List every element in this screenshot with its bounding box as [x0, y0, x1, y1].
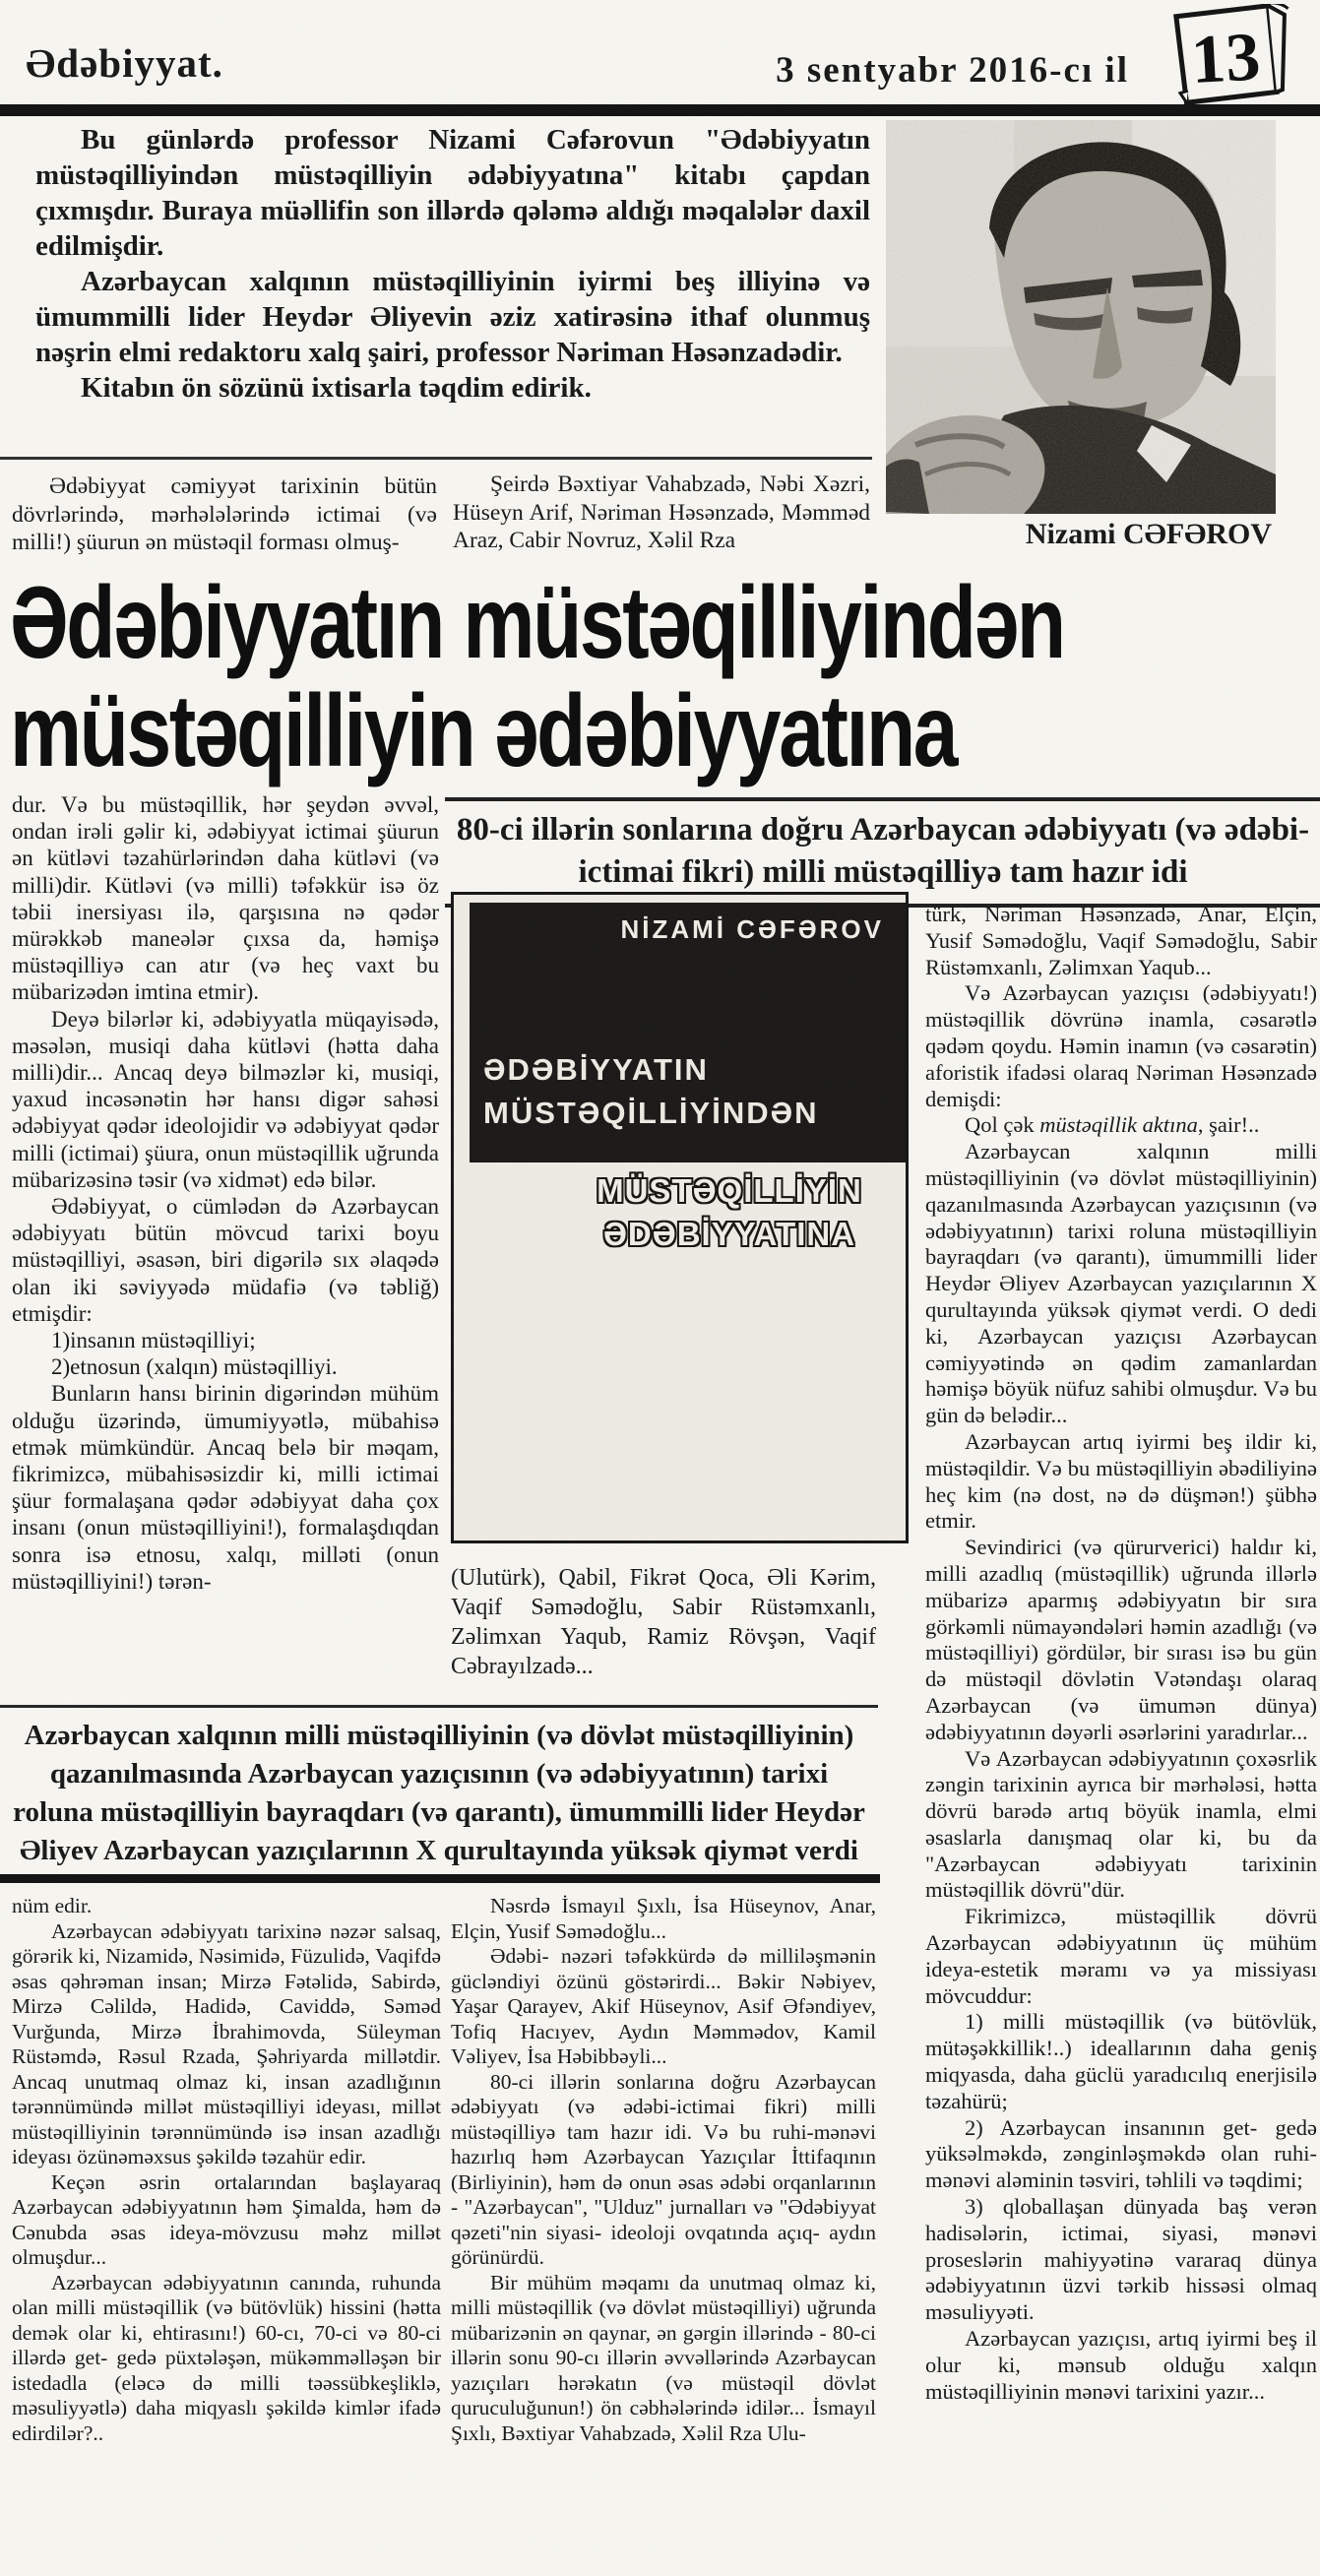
deck-subhead: 80-ci illərin sonlarına doğru Azərbaycan ədəbiyyatı (və ədəbi-ictimai fikri) milli müstəqilliyə tam hazır idi — [445, 797, 1320, 908]
body-paragraph: Azərbaycan ədəbiyyatı tarixinə nəzər salsaq, görərik ki, Nizamidə, Nəsimidə, Füzulidə, Vaqifdə əsas qəhrəman insan; Mirzə Fətəlidə, Sabirdə, Mirzə Cəlildə, Hadidə, Caviddə, Səməd Vurğunda, Mirzə İbrahimovda, Süleyman Rüstəmdə, Rəsul Rzada, Şəhriyarda millətdir. Ancaq unutmaq olmaz ki, insan azadlığının tərənnümündə millət müstəqilliyi ideyası, millət müstəqilliyinin tərənnümündə isə insan azadlığı ideyası özünəməxsus şəkildə təzahür edir. — [12, 1918, 441, 2168]
page-number-icon — [1164, 4, 1292, 106]
pull-quote: Azərbaycan xalqının milli müstəqilliyinin (və dövlət müstəqilliyinin) qazanılmasında Azərbaycan yazıçısının (və ədəbiyyatının) tarixi roluna müstəqilliyin bayraqdarı (və qarantı), ümummilli lider Heydər Əliyev Azərbaycan yazıçılarının X qurultayında yüksək qiymət verdi — [13, 1720, 865, 1866]
body-list-item: 1) milli müstəqillik (və bütövlük, mütəşəkkillik!..) ideallarının daha geniş miqyasda, daha güclü yaradıcılıq enerjisilə təzahürü; — [925, 2009, 1317, 2113]
verse-post: , şair!.. — [1197, 1112, 1260, 1138]
body-paragraph: Və Azərbaycan ədəbiyyatının çoxəsrlik zəngin tarixinin ayrıca bir mərhələsi, hətta dövrü barədə artıq böyük inamla, elmi əsaslarla danışmaq olar ki, bu da "Azərbaycan ədəbiyyatı tarixinin müstəqillik dövrü"dür. — [925, 1745, 1317, 1903]
verse-pre: Qol çək — [965, 1112, 1040, 1138]
cover-title-line: ƏDƏBİYYATINA — [602, 1216, 856, 1252]
body-paragraph: Azərbaycan ədəbiyyatının canında, ruhunda olan milli müstəqillik (və bütövlük) hissini (hətta demək olar ki, ehtirasını!) 60-cı, 70-ci və 80-ci illərdə get- gedə püxtələşən, mükəmməlləşən bir istedadla (eləcə də milli təəssübkeşliklə, məsuliyyətlə) daha miqyaslı şəkildə kimlər ifadə edirdilər?.. — [12, 2270, 441, 2445]
cover-title-line: MÜSTƏQİLLİYİNDƏN — [483, 1096, 819, 1130]
body-paragraph: dur. Və bu müstəqillik, hər şeydən əvvəl, ondan irəli gəlir ki, ədəbiyyat ictimai şüurun ən kütləvi təzahürlərindən daha kütləvi (və milli)dir. Kütləvi (və milli) təfəkkür isə öz təbii inersiyası ilə, qarşısına nə qədər mürəkkəb maneələr çıxsa da, həmişə müstəqilliyə can atır (və heç vaxt bu mübarizədən imtina etmir). — [12, 792, 439, 1005]
masthead-date: 3 sentyabr 2016-cı il — [776, 50, 1129, 91]
page-number: 13 — [1189, 19, 1263, 98]
intro-paragraph: Azərbaycan xalqının müstəqilliyinin iyirmi beş illiyinə və ümummilli lider Heydər Əliyevin əziz xatirəsinə ithaf olunmuş nəşrin elmi redaktoru xalq şairi, professor Nəriman Həsənzadədir. — [35, 266, 870, 368]
book-cover-photo — [451, 892, 909, 1543]
body-paragraph: Azərbaycan artıq iyirmi beş ildir ki, müstəqildir. Və bu müstəqilliyin əbədiliyinə heç kim (nə dost, nə də düşmən!) şübhə etmir. — [925, 1428, 1317, 1534]
cover-author: NİZAMİ CƏFƏROV — [620, 914, 884, 944]
portrait-photo — [886, 120, 1276, 514]
teaser-paragraph: Şeirdə Bəxtiyar Vahabzadə, Nəbi Xəzri, Hüseyn Arif, Nəriman Həsənzadə, Məmməd Araz, Cabir Novruz, Xəlil Rza — [453, 471, 870, 553]
article-headline — [10, 565, 1320, 791]
cover-caption — [451, 1563, 876, 1681]
portrait-caption: Nizami CƏFƏROV — [1025, 518, 1272, 550]
inline-verse-quote — [925, 1112, 1317, 1139]
masthead-section-title: Ədəbiyyat. — [26, 40, 223, 86]
body-paragraph: nüm edir. — [12, 1894, 93, 1917]
body-paragraph: Bunların hansı birinin digərindən mühüm olduğu üzərində, ümumiyyətlə, mübahisə etmək mümkündür. Ancaq belə bir məqam, fikrimizcə, mübahisəsizdir ki, milli ictimai şüur formalaşana qədər ədəbiyyat daha çox insanı (onun müstəqilliyini!), formalaşdıqdan sonra isə etnosu, xalqı, milləti (onun müstəqilliyini!) tərən- — [12, 1381, 439, 1594]
body-paragraph: Ədəbi- nəzəri təfəkkürdə də milliləşmənin gücləndiyi özünü göstərirdi... Bəkir Nəbiyev, Yaşar Qarayev, Akif Hüseynov, Asif Əfəndiyev, Tofiq Hacıyev, Aydın Məmmədov, Kamil Vəliyev, İsa Həbibbəyli... — [451, 1944, 876, 2068]
body-paragraph: Azərbaycan yazıçısı, artıq iyirmi beş il olur ki, mənsub olduğu xalqın müstəqilliyinin mənəvi tarixini yazır... — [925, 2326, 1317, 2404]
body-paragraph: Keçən əsrin ortalarından başlayaraq Azərbaycan ədəbiyyatının həm Şimalda, həm də Cənubda əsas ideya-mövzusu məhz millət olmuşdur... — [12, 2169, 441, 2269]
teaser-paragraph: Ədəbiyyat cəmiyyət tarixinin bütün dövrlərində, mərhələlərində ictimai (və milli!) şüurun ən müstəqil forması olmuş- — [12, 473, 437, 555]
body-paragraph: Deyə bilərlər ki, ədəbiyyatla müqayisədə, məsələn, musiqi daha kütləvi (hətta daha milli)dir... Ancaq deyə bilməzlər ki, musiqi, yaxud incəsənətin hər hansı digər sahəsi ədəbiyyat qədər ideolojidir və ədəbiyyat qədər milli (ictimai) şüura, onun müstəqillik uğrunda mübarizəsinə təsir (və xidmət) edə bilər. — [12, 1006, 439, 1192]
body-paragraph: Nəsrdə İsmayıl Şıxlı, İsa Hüseynov, Anar, Elçin, Yusif Səmədoğlu... — [451, 1894, 876, 1943]
intro-divider-rule — [0, 457, 872, 460]
intro-paragraph: Bu günlərdə professor Nizami Cəfərovun "Ədəbiyyatın müstəqilliyindən müstəqilliyin ədəbiyyatına" kitabı çapdan çıxmışdır. Buraya müəllifin son illərdə qələmə aldığı məqalələr daxil edilmişdir. — [35, 124, 870, 262]
cover-caption-text: (Ulutürk), Qabil, Fikrət Qoca, Əli Kərim, Vaqif Səmədoğlu, Sabir Rüstəmxanlı, Zəlimxan Yaqub, Ramiz Rövşən, Vaqif Cəbrayılzadə... — [451, 1565, 876, 1679]
body-list-item: 1)insanın müstəqilliyi; — [51, 1328, 256, 1353]
bottom-column-2 — [451, 1894, 876, 2573]
body-paragraph: Sevindirici (və qürurverici) haldır ki, milli azadlıq (müstəqillik) uğrunda illərlə mübarizə aparmış ədəbiyyatın bir sıra görkəmli nümayəndələri həmin azadlığı (və müstəqilliyi) gördülər, bir sırası isə bu gün də müstəqil dövlətin Vətəndaşı olaraq Azərbaycan (və ümumən dünya) ədəbiyyatının dəyərli əsərlərini yaradırlar... — [925, 1535, 1317, 1744]
headline-line-1: Ədəbiyyatın müstəqilliyindən — [10, 566, 1064, 680]
body-list-item: 2) Azərbaycan insanının get- gedə yüksəlməkdə, zənginləşməkdə olan ruhi-mənəvi aləminin təsviri, təhlili və təqdimi; — [925, 2114, 1317, 2193]
cover-title-line: ƏDƏBİYYATIN — [483, 1052, 709, 1087]
article-column-left — [12, 791, 439, 1703]
verse-italic: müstəqillik aktına — [1039, 1112, 1198, 1138]
body-paragraph: 80-ci illərin sonlarına doğru Azərbaycan ədəbiyyatı (və ədəbi-ictimai fikri) milli müstəqilliyə tam hazır idi. Və bu ruhi-mənəvi hazırlıq həm Azərbaycan Yazıçılar İttifaqının (Birliyinin), həm də onun əsas ədəbi orqanlarının - "Azərbaycan", "Ulduz" jurnalları və "Ədəbiyyat qəzeti"nin siyasi- ideoloji ovqatında açıq- aydın görünürdü. — [451, 2069, 876, 2269]
article-column-right — [925, 902, 1317, 2571]
intro-paragraph: Kitabın ön sözünü ixtisarla təqdim edirik. — [81, 372, 592, 404]
body-paragraph: Fikrimizcə, müstəqillik dövrü Azərbaycan ədəbiyyatının üç mühüm ideya-estetik məramı və ya missiyası mövcuddur: — [925, 1904, 1317, 2008]
headline-line-2: müstəqilliyin ədəbiyyatına — [10, 674, 957, 788]
masthead-rule — [0, 104, 1320, 116]
cover-title-line: MÜSTƏQİLLİYİN — [597, 1172, 862, 1209]
body-list-item: 3) qloballaşan dünyada baş verən hadisələrin, ictimai, siyasi, mənəvi proseslərin mahiyyətinə vararaq dünya ədəbiyyatının üzvi tərkib hissəsi olmaq məsuliyyəti. — [925, 2194, 1317, 2325]
body-paragraph: Ədəbiyyat, o cümlədən də Azərbaycan ədəbiyyatı bütün mövcud tarixi boyu müstəqilliyi, əsasən, biri digərilə sıx əlaqədə olan iki səviyyədə müdafiə (və təbliğ) etmişdir: — [12, 1194, 439, 1326]
body-paragraph: türk, Nəriman Həsənzadə, Anar, Elçin, Yusif Səmədoğlu, Vaqif Səmədoğlu, Sabir Rüstəmxanlı, Zəlimxan Yaqub... — [925, 902, 1317, 979]
pull-quote-rule-bottom — [0, 1874, 880, 1883]
body-paragraph: Bir mühüm məqamı da unutmaq olmaz ki, milli müstəqillik (və dövlət müstəqilliyi) uğrunda mübarizənin ən qaynar, ən gərgin illərində - 80-ci illərin sonu 90-cı illərin əvvəllərində Azərbaycan yazıçıları hərəkatın (və müstəqil dövlət quruculuğunun!) ön cəbhələrində idilər... İsmayıl Şıxlı, Bəxtiyar Vahabzadə, Xəlil Rza Ulu- — [451, 2270, 876, 2445]
bottom-column-1 — [12, 1894, 441, 2573]
body-list-item: 2)etnosun (xalqın) müstəqilliyi. — [51, 1354, 338, 1380]
body-paragraph: Azərbaycan xalqının milli müstəqilliyinin (və dövlət müstəqilliyinin) qazanılmasında Azərbaycan yazıçısının (və ədəbiyyatının) tarixi roluna müstəqilliyin bayraqdarı (və qarantı), ümummilli lider Heydər Əliyev Azərbaycan yazıçılarının X qurultayında yüksək qiymət verdi. O dedi ki, Azərbaycan yazıçısı Azərbaycan cəmiyyətində ən qədim zamanlardan həmişə böyük nüfuz sahibi olmuşdur. Və bu gün də belədir... — [925, 1139, 1317, 1428]
body-paragraph: Və Azərbaycan yazıçısı (ədəbiyyatı!) müstəqillik dövrünə inamla, cəsarətlə qədəm qoydu. Həmin inamın (və cəsarətin) aforistik ifadəsi olaraq Nəriman Həsənzadə demişdi: — [925, 980, 1317, 1111]
pull-quote-rule-top — [0, 1705, 878, 1708]
intro-block — [35, 122, 870, 406]
